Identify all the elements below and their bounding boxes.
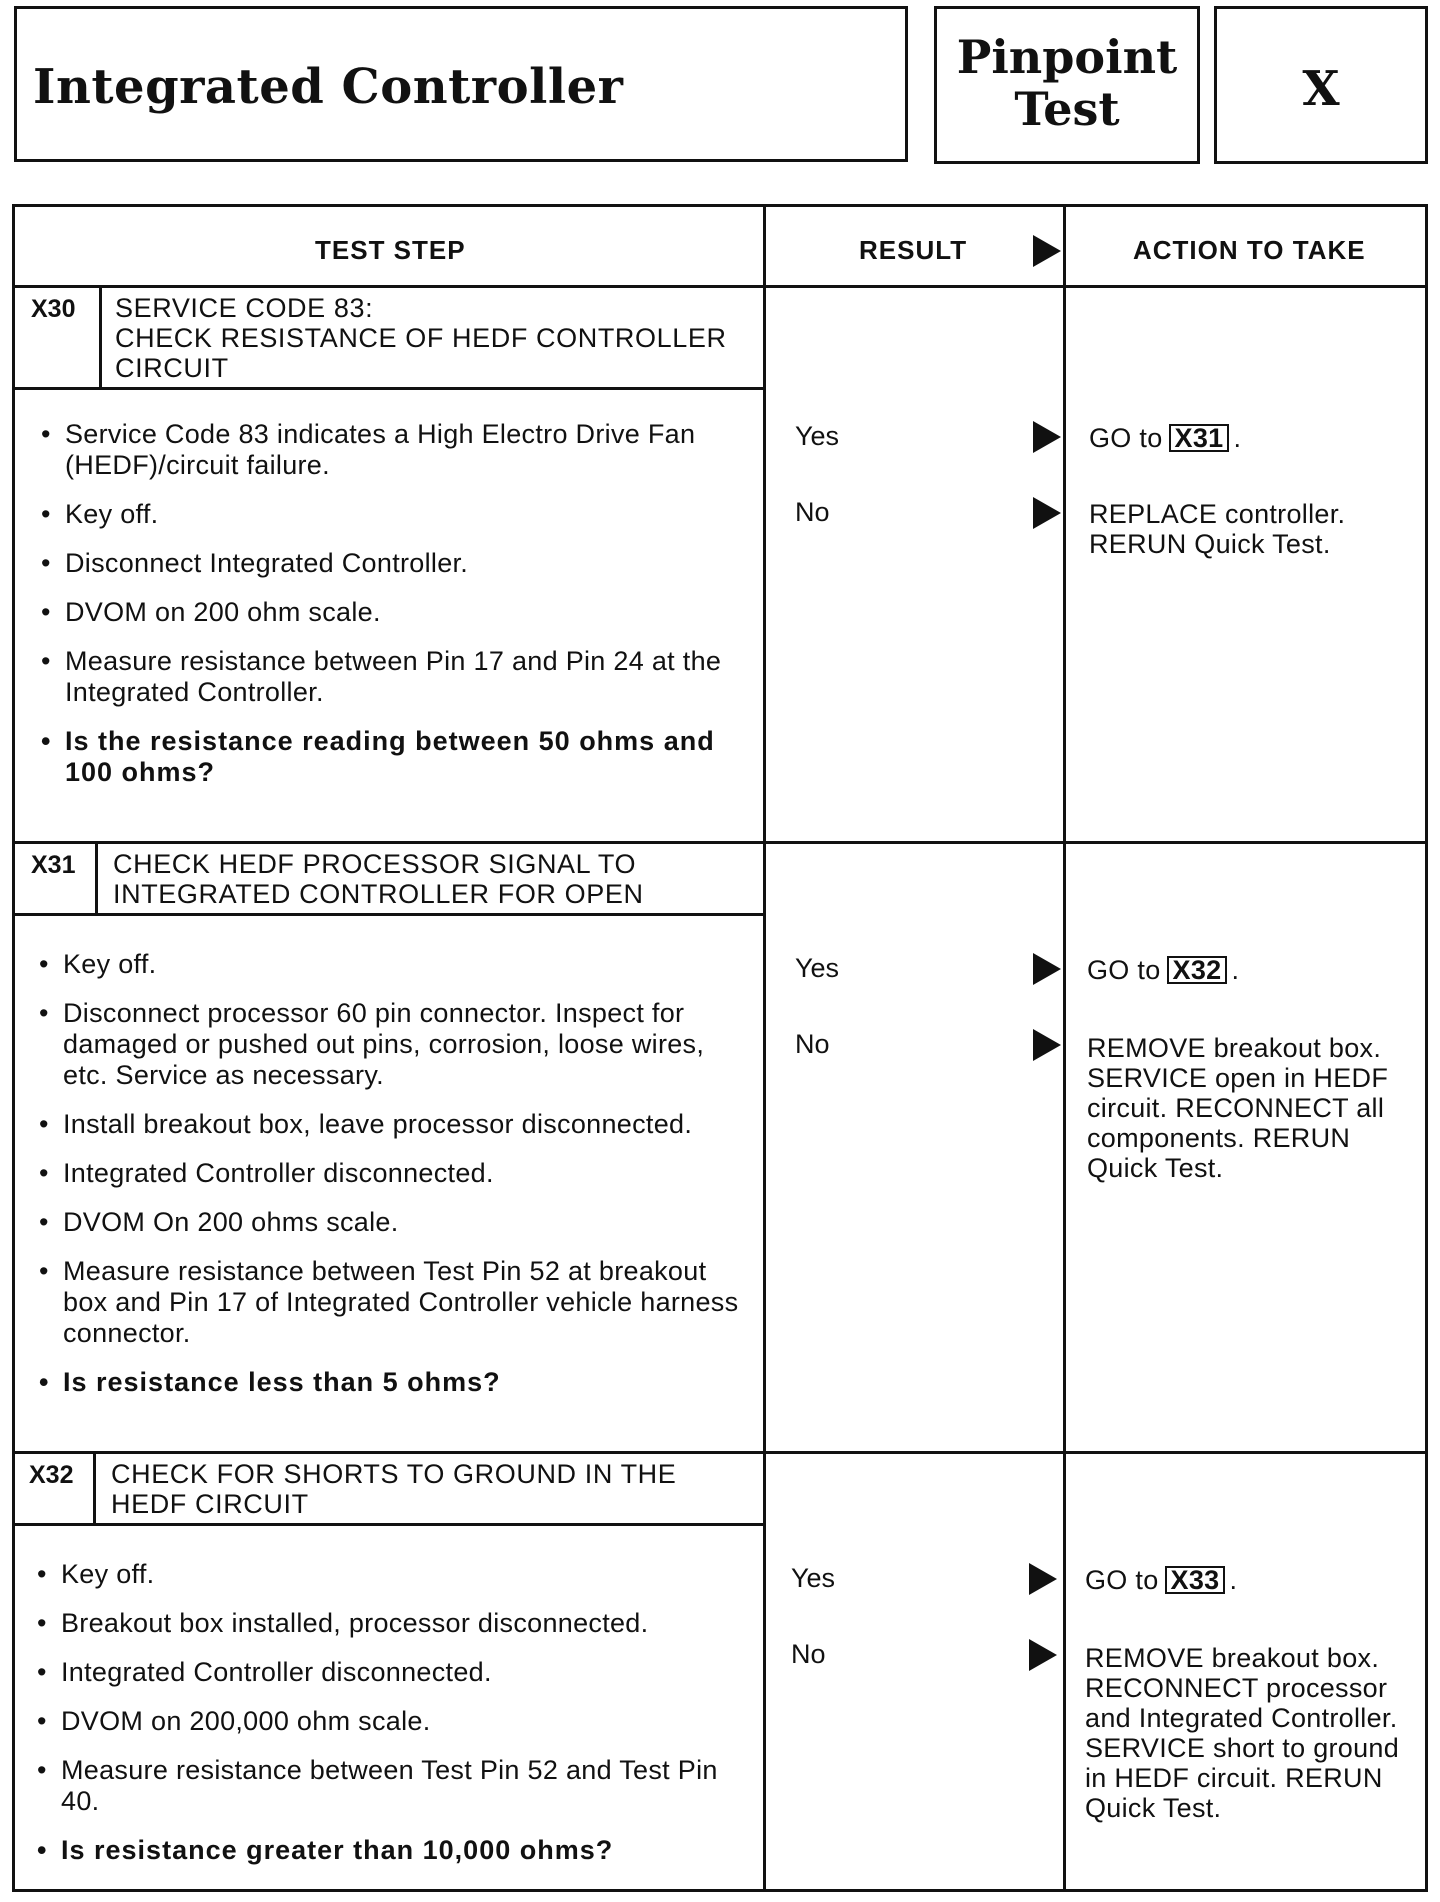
- bullet-item: • Key off.: [35, 1559, 747, 1590]
- no-arrow-icon: [1033, 497, 1061, 529]
- step-id: X32: [29, 1461, 74, 1489]
- bullet-question: • Is resistance less than 5 ohms?: [37, 1367, 749, 1398]
- bullet-item: • Measure resistance between Test Pin 52 at breakout box and Pin 17 of Integrated Controller vehicle harness connector.: [37, 1256, 749, 1349]
- goto-step-link[interactable]: X31: [1169, 424, 1230, 452]
- result-header-arrow-icon: [1033, 235, 1061, 267]
- step-id-divider: [95, 841, 98, 913]
- result-yes: Yes: [795, 421, 840, 451]
- bullet-item: • DVOM on 200 ohm scale.: [39, 597, 743, 628]
- yes-action: [1089, 423, 1409, 453]
- pinpoint-test-box: [934, 6, 1200, 164]
- goto-step-link[interactable]: X33: [1165, 1566, 1226, 1594]
- step-title-line: CHECK HEDF PROCESSOR SIGNAL TO: [113, 849, 637, 879]
- no-arrow-icon: [1029, 1639, 1057, 1671]
- column-header-action: ACTION TO TAKE: [1133, 235, 1366, 265]
- step-title-line: CHECK RESISTANCE OF HEDF CONTROLLER: [115, 323, 727, 353]
- step-title-line: SERVICE CODE 83:: [115, 293, 374, 323]
- title-box: [14, 6, 908, 162]
- yes-arrow-icon: [1029, 1563, 1057, 1595]
- step-title-underline: [15, 387, 763, 390]
- step-title-underline: [15, 913, 763, 916]
- goto-label: GO to: [1089, 423, 1163, 453]
- bullet-item: • DVOM on 200,000 ohm scale.: [35, 1706, 747, 1737]
- bullet-item: • Integrated Controller disconnected.: [37, 1158, 749, 1189]
- column-header-result: RESULT: [859, 235, 968, 265]
- bullet-item: • Integrated Controller disconnected.: [35, 1657, 747, 1688]
- step-title-underline: [15, 1523, 763, 1526]
- step-divider: [15, 1451, 1425, 1454]
- step-title-line: INTEGRATED CONTROLLER FOR OPEN: [113, 879, 644, 909]
- pinpoint-table: [12, 204, 1428, 1892]
- bullet-item: • Measure resistance between Pin 17 and Pin 24 at the Integrated Controller.: [39, 646, 743, 708]
- test-letter: X: [1302, 61, 1340, 117]
- step-id: X30: [31, 295, 76, 323]
- step-title-line: CHECK FOR SHORTS TO GROUND IN THE: [111, 1459, 677, 1489]
- goto-suffix: .: [1229, 1565, 1238, 1595]
- step-title-line: HEDF CIRCUIT: [111, 1489, 309, 1519]
- step-id-divider: [99, 285, 102, 387]
- bullet-item: • DVOM On 200 ohms scale.: [37, 1207, 749, 1238]
- no-action: REMOVE breakout box. SERVICE open in HEDF circuit. RECONNECT all components. RERUN Quick Test.: [1087, 1033, 1389, 1183]
- header-row-divider: [15, 285, 1425, 288]
- goto-label: GO to: [1085, 1565, 1159, 1595]
- step-divider: [15, 841, 1425, 844]
- result-no: No: [795, 1029, 830, 1059]
- pinpoint-test-label: [937, 31, 1197, 135]
- result-yes: Yes: [795, 953, 840, 983]
- step-title-line: CIRCUIT: [115, 353, 229, 383]
- bullet-item: • Key off.: [39, 499, 743, 530]
- result-no: No: [791, 1639, 826, 1669]
- yes-action: [1085, 1565, 1415, 1595]
- result-yes: Yes: [791, 1563, 836, 1593]
- column-header-test-step: TEST STEP: [315, 235, 466, 265]
- step-title: [113, 849, 644, 909]
- no-arrow-icon: [1033, 1029, 1061, 1061]
- result-no: No: [795, 497, 830, 527]
- step-bullets: [37, 949, 749, 1416]
- pinpoint-line2: Test: [1014, 82, 1120, 136]
- no-action: REPLACE controller. RERUN Quick Test.: [1089, 499, 1346, 559]
- step-id-divider: [93, 1451, 96, 1523]
- bullet-item: • Breakout box installed, processor disconnected.: [35, 1608, 747, 1639]
- pinpoint-line1: Pinpoint: [956, 30, 1178, 84]
- column-divider-result: [763, 207, 766, 1889]
- goto-step-link[interactable]: X32: [1167, 956, 1228, 984]
- goto-label: GO to: [1087, 955, 1161, 985]
- yes-arrow-icon: [1033, 421, 1061, 453]
- step-id: X31: [31, 851, 76, 879]
- bullet-item: • Measure resistance between Test Pin 52 and Test Pin 40.: [35, 1755, 747, 1817]
- test-letter-box: [1214, 6, 1428, 164]
- bullet-question: • Is resistance greater than 10,000 ohms?: [35, 1835, 747, 1866]
- column-divider-action: [1063, 207, 1066, 1889]
- bullet-question: • Is the resistance reading between 50 ohms and 100 ohms?: [39, 726, 743, 788]
- bullet-item: • Disconnect processor 60 pin connector. Inspect for damaged or pushed out pins, corrosion, loose wires, etc. Service as necessary.: [37, 998, 749, 1091]
- step-bullets: [35, 1559, 747, 1884]
- bullet-item: • Service Code 83 indicates a High Electro Drive Fan (HEDF)/circuit failure.: [39, 419, 743, 481]
- bullet-item: • Install breakout box, leave processor disconnected.: [37, 1109, 749, 1140]
- bullet-item: • Disconnect Integrated Controller.: [39, 548, 743, 579]
- page-title: Integrated Controller: [33, 59, 624, 115]
- goto-suffix: .: [1231, 955, 1240, 985]
- yes-arrow-icon: [1033, 953, 1061, 985]
- goto-suffix: .: [1233, 423, 1242, 453]
- yes-action: [1087, 955, 1413, 985]
- step-bullets: [39, 419, 743, 806]
- step-title: [115, 293, 727, 383]
- no-action: REMOVE breakout box. RECONNECT processor and Integrated Controller. SERVICE short to ground in HEDF circuit. RERUN Quick Test.: [1085, 1643, 1400, 1823]
- bullet-item: • Key off.: [37, 949, 749, 980]
- step-title: [111, 1459, 676, 1519]
